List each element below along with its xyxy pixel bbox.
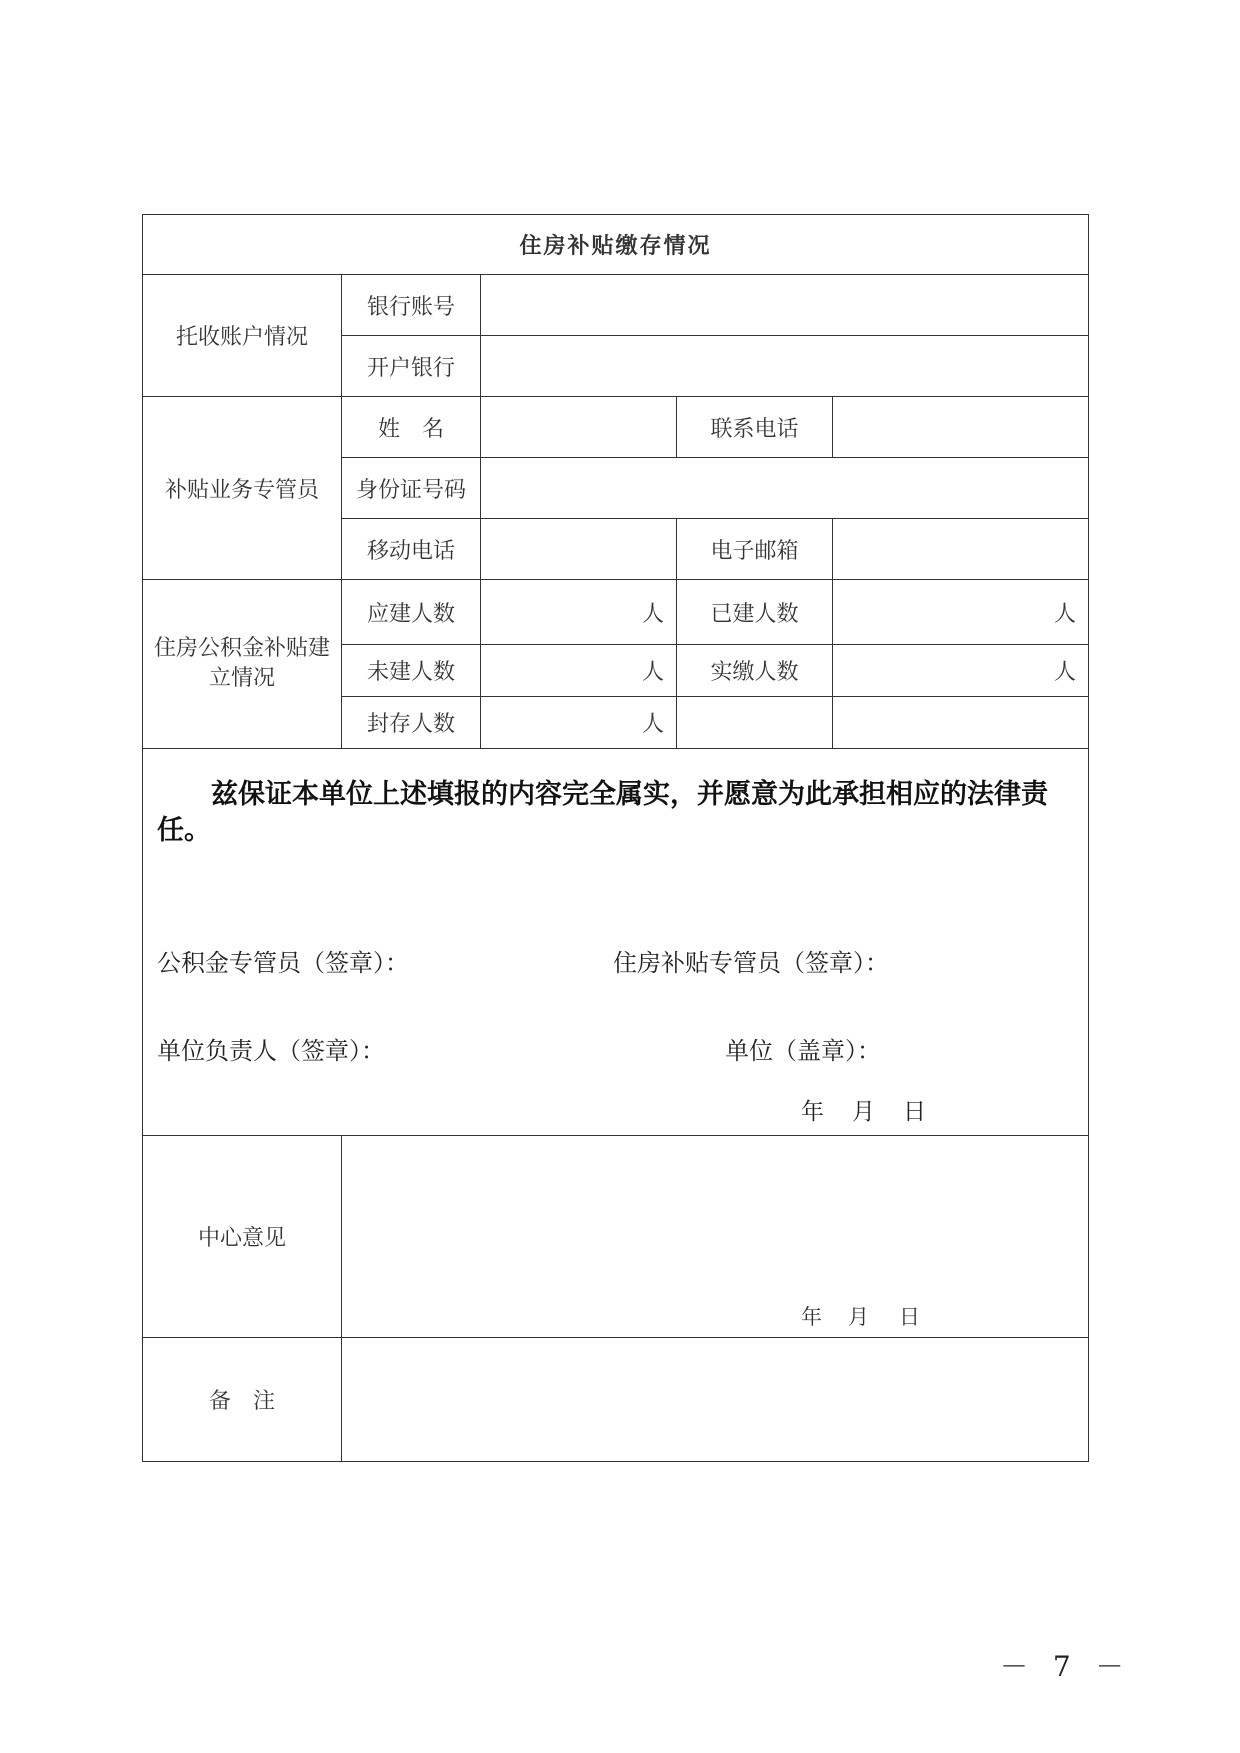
- remarks-label: 备 注: [143, 1338, 342, 1462]
- contact-phone-label: 联系电话: [677, 397, 833, 458]
- should-build-label: 应建人数: [342, 580, 481, 645]
- bank-name-field[interactable]: [481, 336, 1089, 397]
- bank-account-label: 银行账号: [342, 275, 481, 336]
- date-day: 日: [903, 1099, 926, 1125]
- account-section-label: 托收账户情况: [143, 275, 342, 397]
- establish-section-label: 住房公积金补贴建立情况: [143, 580, 342, 749]
- unbuilt-field[interactable]: [481, 645, 677, 697]
- id-number-label: 身份证号码: [342, 458, 481, 519]
- empty-cell: [833, 697, 1089, 749]
- declaration-date: [801, 1093, 926, 1126]
- id-number-field[interactable]: [481, 458, 1089, 519]
- built-field[interactable]: [833, 580, 1089, 645]
- date-month: 月: [852, 1099, 875, 1125]
- unit-label: 人: [1054, 660, 1077, 685]
- contact-phone-field[interactable]: [833, 397, 1089, 458]
- name-label: 姓 名: [342, 397, 481, 458]
- mobile-field[interactable]: [481, 519, 677, 580]
- should-build-field[interactable]: [481, 580, 677, 645]
- bank-name-label: 开户银行: [342, 336, 481, 397]
- declaration-text: 兹保证本单位上述填报的内容完全属实，并愿意为此承担相应的法律责任。: [157, 779, 1048, 846]
- built-label: 已建人数: [677, 580, 833, 645]
- center-opinion-label: 中心意见: [143, 1136, 342, 1338]
- unit-label: 人: [1054, 601, 1077, 627]
- date-day: 日: [899, 1305, 921, 1329]
- paid-label: 实缴人数: [677, 645, 833, 697]
- date-year: 年: [801, 1099, 824, 1125]
- manager-section-label: 补贴业务专管员: [143, 397, 342, 580]
- form-table: [142, 214, 1089, 1462]
- unbuilt-label: 未建人数: [342, 645, 481, 697]
- sealed-field[interactable]: [481, 697, 677, 749]
- email-field[interactable]: [833, 519, 1089, 580]
- center-opinion-field[interactable]: [342, 1136, 1089, 1338]
- declaration-section: [143, 749, 1089, 1136]
- unit-label: 人: [641, 712, 664, 737]
- sealed-label: 封存人数: [342, 697, 481, 749]
- name-field[interactable]: [481, 397, 677, 458]
- bank-account-field[interactable]: [481, 275, 1089, 336]
- email-label: 电子邮箱: [677, 519, 833, 580]
- unit-label: 人: [641, 601, 664, 627]
- date-year: 年: [801, 1305, 823, 1329]
- mobile-label: 移动电话: [342, 519, 481, 580]
- page-number: － 7 －: [1000, 1650, 1132, 1683]
- unit-label: 人: [641, 660, 664, 685]
- paid-field[interactable]: [833, 645, 1089, 697]
- subsidy-form: [142, 214, 1088, 1468]
- opinion-date: [801, 1301, 920, 1331]
- fund-manager-signature: 公积金专管员（签章）：: [157, 949, 409, 977]
- date-month: 月: [848, 1305, 870, 1329]
- unit-head-signature: 单位负责人（签章）：: [157, 1037, 385, 1065]
- empty-cell: [677, 697, 833, 749]
- form-title: 住房补贴缴存情况: [143, 215, 1089, 275]
- unit-seal: 单位（盖章）：: [725, 1037, 881, 1065]
- subsidy-manager-signature: 住房补贴专管员（签章）：: [613, 949, 889, 977]
- remarks-field[interactable]: [342, 1338, 1089, 1462]
